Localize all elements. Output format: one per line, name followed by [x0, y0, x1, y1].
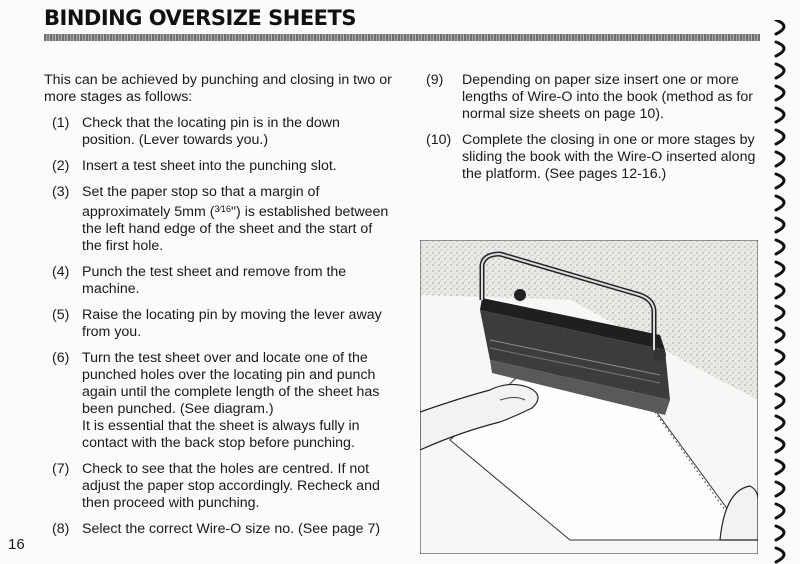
step-text: Complete the closing in one or more stages by sliding the book with the Wire-O inserted along the platform. (See pages 12-16.): [462, 132, 756, 182]
step-number: (1): [52, 115, 70, 131]
step-1: [44, 115, 394, 149]
punching-machine-illustration: [420, 240, 758, 554]
step-6: [44, 350, 394, 452]
wire-o-binding-decoration: [770, 20, 800, 564]
step-number: (2): [52, 158, 70, 174]
step-text: Punch the test sheet and remove from the machine.: [82, 264, 347, 297]
step-text-after: ") is established between the left hand edge of the sheet and the start of the first hole.: [82, 204, 389, 254]
fraction: 3⁄16: [214, 204, 231, 214]
step-text: Raise the locating pin by moving the lever away from you.: [82, 307, 382, 340]
step-7: [44, 461, 394, 512]
step-text-group: [82, 350, 394, 452]
step-text: Select the correct Wire-O size no. (See page 7): [82, 521, 381, 537]
step-text-before: Set the paper stop so that a margin of approximately 5mm (: [82, 184, 320, 220]
step-number: (10): [426, 132, 452, 148]
step-number: (7): [52, 461, 70, 477]
step-8: [44, 521, 394, 538]
step-3: [44, 184, 394, 255]
intro-text: This can be achieved by punching and closing in two or more stages as follows:: [44, 72, 392, 105]
step-text: Check that the locating pin is in the down position. (Lever towards you.): [82, 115, 340, 148]
step-number: (3): [52, 184, 70, 200]
step-number: (8): [52, 521, 70, 537]
step-10: [418, 132, 763, 183]
right-column: [418, 72, 763, 192]
title-rule: [44, 34, 760, 41]
step-text: Turn the test sheet over and locate one of the punched holes over the locating pin and punch again until the complete length of the sheet has been punched. (See diagram.): [82, 350, 380, 417]
step-number: (6): [52, 350, 70, 366]
step-number: (4): [52, 264, 70, 280]
step-text: Insert a test sheet into the punching slot.: [82, 158, 337, 174]
page-number: 16: [8, 536, 25, 553]
step-9: [418, 72, 763, 123]
step-2: [44, 158, 394, 175]
step-number: (5): [52, 307, 70, 323]
step-text: [82, 184, 394, 255]
step-5: [44, 307, 394, 341]
step-text: Check to see that the holes are centred. If not adjust the paper stop accordingly. Recheck and then proceed with punching.: [82, 461, 380, 511]
page-title: BINDING OVERSIZE SHEETS: [44, 6, 356, 30]
step-text: Depending on paper size insert one or more lengths of Wire-O into the book (method as for normal size sheets on page 10).: [462, 72, 753, 122]
step-number: (9): [426, 72, 444, 88]
step-4: [44, 264, 394, 298]
left-column: [44, 72, 394, 547]
step-note: It is essential that the sheet is always fully in contact with the back stop before punching.: [82, 418, 360, 451]
